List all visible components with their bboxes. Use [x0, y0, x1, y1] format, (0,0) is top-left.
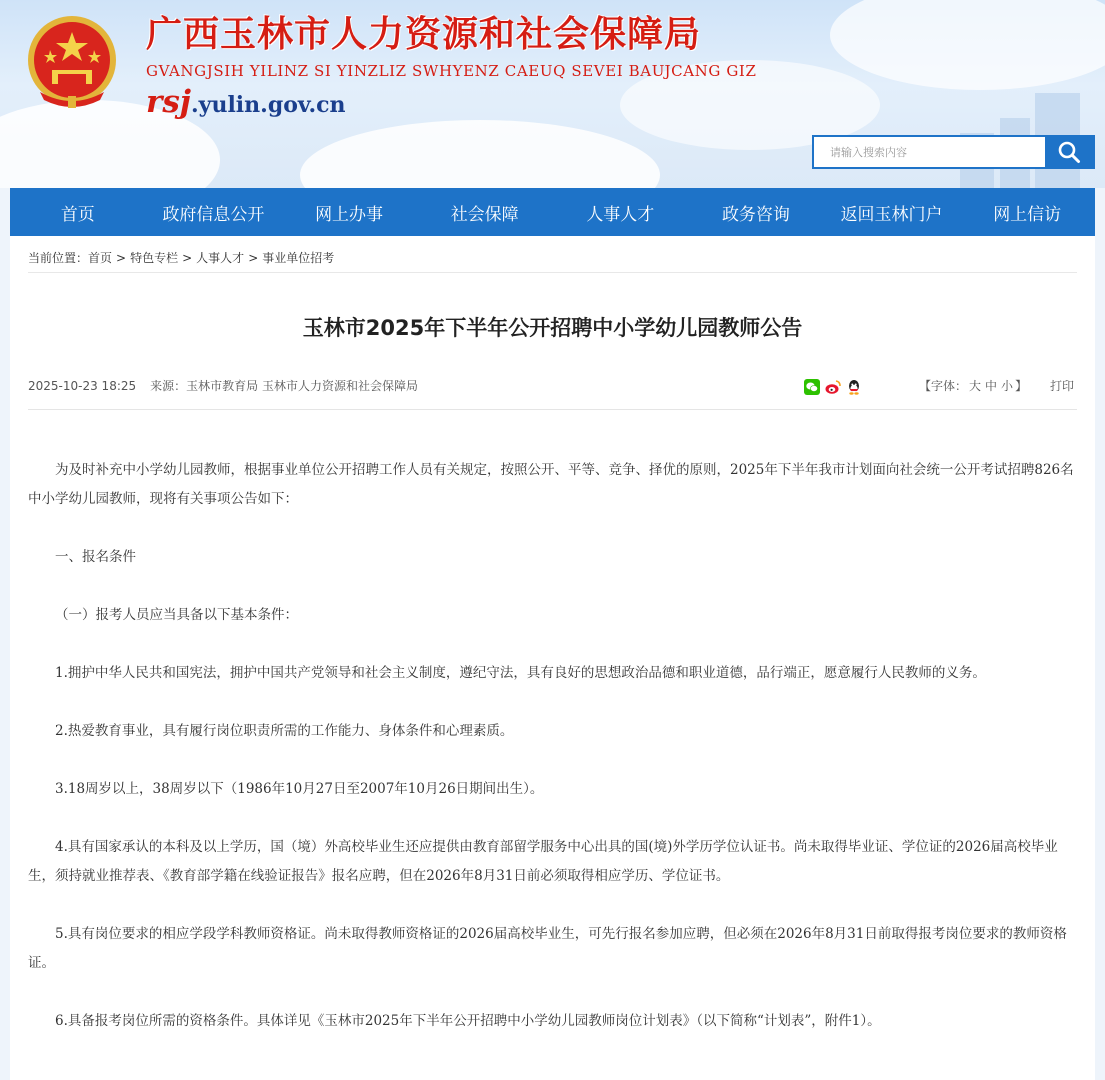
breadcrumb-personnel[interactable]: 人事人才	[196, 251, 245, 265]
breadcrumb-home[interactable]: 首页	[88, 251, 113, 265]
header-banner	[0, 0, 1105, 188]
site-title-pinyin: GVANGJSIH YILINZ SI YINZLIZ SWHYENZ CAEUQ SEVEI BAUJCANG GIZ	[146, 62, 757, 80]
article-paragraph: 为及时补充中小学幼儿园教师，根据事业单位公开招聘工作人员有关规定，按照公开、平等、竞争、择优的原则，2025年下半年我市计划面向社会统一公开考试招聘826名中小学幼儿园教师，现将有关事项公告如下：	[28, 462, 1074, 507]
cloud-decoration	[830, 0, 1105, 90]
weibo-icon[interactable]	[825, 379, 841, 395]
nav-item-social-security[interactable]: 社会保障	[450, 204, 519, 225]
nav-item-consultation[interactable]: 政务咨询	[721, 204, 790, 225]
nav-item-petition[interactable]: 网上信访	[993, 204, 1062, 225]
site-url-prefix: rsj	[146, 84, 192, 120]
breadcrumb-recruitment[interactable]: 事业单位招考	[262, 251, 335, 265]
article-paragraph: 5.具有岗位要求的相应学段学科教师资格证。尚未取得教师资格证的2026届高校毕业生，可先行报名参加应聘，但必须在2026年8月31日前取得报考岗位要求的教师资格证。	[28, 926, 1067, 971]
article-paragraph: （一）报考人员应当具备以下基本条件：	[55, 607, 298, 623]
font-size-big[interactable]: 大	[969, 379, 982, 393]
breadcrumb-special-column[interactable]: 特色专栏	[130, 251, 179, 265]
article-paragraph: 一、报名条件	[55, 549, 136, 565]
nav-item-home[interactable]: 首页	[60, 204, 95, 225]
search-box	[812, 135, 1095, 169]
search-input[interactable]	[814, 137, 1045, 167]
font-size-small[interactable]: 小	[1001, 379, 1014, 393]
site-url-domain: .yulin.gov.cn	[191, 92, 346, 118]
print-button[interactable]: 打印	[1050, 379, 1075, 393]
breadcrumb	[28, 249, 334, 266]
article-paragraph: 4.具有国家承认的本科及以上学历，国（境）外高校毕业生还应提供由教育部留学服务中心出具的国(境)外学历学位认证书。尚未取得毕业证、学位证的2026届高校毕业生，须持就业推荐表、《教育部学籍在线验证报告》报名应聘，但在2026年8月31日前必须取得相应学历、学位证书。	[28, 839, 1058, 884]
font-size-mid[interactable]: 中	[985, 379, 998, 393]
article-paragraph: 6.具备报考岗位所需的资格条件。具体详见《玉林市2025年下半年公开招聘中小学幼儿园教师岗位计划表》（以下简称“计划表”，附件1）。	[55, 1013, 881, 1029]
article-title: 玉林市2025年下半年公开招聘中小学幼儿园教师公告	[302, 316, 803, 340]
nav-item-online-services[interactable]: 网上办事	[315, 204, 384, 225]
breadcrumb-separator: >	[248, 251, 259, 265]
article-paragraph: 1.拥护中华人民共和国宪法，拥护中国共产党领导和社会主义制度，遵纪守法，具有良好的思想政治品德和职业道德，品行端正，愿意履行人民教师的义务。	[55, 665, 986, 681]
content-panel	[10, 236, 1095, 1080]
breadcrumb-divider	[28, 272, 1077, 273]
nav-item-personnel[interactable]: 人事人才	[586, 204, 655, 225]
article-paragraph: 3.18周岁以上，38周岁以下（1986年10月27日至2007年10月26日期间出生）。	[55, 781, 544, 797]
breadcrumb-separator: >	[116, 251, 127, 265]
wechat-icon[interactable]	[804, 379, 820, 395]
national-emblem-icon	[22, 12, 122, 112]
font-size-control	[919, 377, 1027, 394]
qq-icon[interactable]	[846, 379, 862, 395]
article-body	[28, 456, 1080, 1065]
article-source: 来源：玉林市教育局 玉林市人力资源和社会保障局	[150, 379, 418, 393]
search-button[interactable]	[1045, 137, 1093, 167]
publish-date: 2025-10-23 18:25	[28, 379, 137, 393]
site-title: 广西玉林市人力资源和社会保障局	[146, 13, 702, 55]
breadcrumb-separator: >	[182, 251, 193, 265]
font-size-label: 【字体：	[919, 379, 968, 393]
search-icon	[1057, 140, 1081, 164]
site-url[interactable]	[146, 84, 346, 120]
article-paragraph: 2.热爱教育事业，具有履行岗位职责所需的工作能力、身体条件和心理素质。	[55, 723, 514, 739]
cloud-decoration	[300, 120, 660, 188]
nav-item-gov-info[interactable]: 政府信息公开	[162, 204, 265, 225]
main-nav	[10, 188, 1095, 236]
font-size-label-close: 】	[1015, 379, 1028, 393]
nav-item-yulin-portal[interactable]: 返回玉林门户	[840, 204, 943, 225]
share-icons	[804, 379, 862, 395]
article-meta	[28, 377, 418, 394]
meta-divider	[28, 409, 1077, 410]
breadcrumb-label: 当前位置：	[28, 251, 89, 265]
